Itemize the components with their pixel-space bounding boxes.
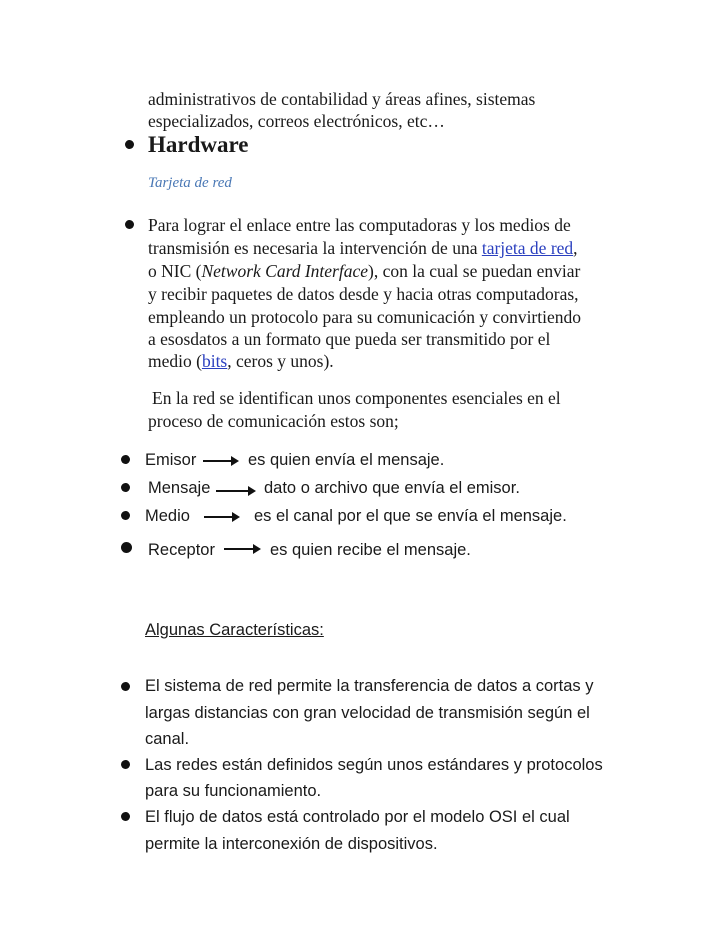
subheading-tarjeta-de-red: Tarjeta de red bbox=[148, 175, 232, 191]
component-term-receptor: Receptor bbox=[148, 541, 215, 559]
bullet-icon bbox=[121, 455, 130, 464]
bullet-icon bbox=[121, 812, 130, 821]
hardware-heading: Hardware bbox=[148, 132, 249, 157]
para1-line-2 bbox=[148, 237, 578, 259]
bullet-icon bbox=[121, 682, 130, 691]
para1-line-3 bbox=[148, 260, 580, 282]
characteristic-2-line-2: para su funcionamiento. bbox=[145, 782, 322, 800]
component-desc-receptor: es quien recibe el mensaje. bbox=[270, 541, 471, 559]
para1-line-7 bbox=[148, 350, 334, 372]
para1-text: ), con la cual se puedan enviar bbox=[368, 261, 581, 281]
characteristic-2-line-1: Las redes están definidos según unos estándares y protocolos bbox=[145, 756, 603, 774]
intro-line-1: administrativos de contabilidad y áreas afines, sistemas bbox=[148, 89, 536, 109]
characteristic-1-line-2: largas distancias con gran velocidad de transmisión según el bbox=[145, 704, 590, 722]
component-term-emisor: Emisor bbox=[145, 451, 197, 469]
characteristic-3-line-2: permite la interconexión de dispositivos. bbox=[145, 835, 438, 853]
bullet-icon bbox=[125, 220, 134, 229]
para1-line-5: empleando un protocolo para su comunicación y convirtiendo bbox=[148, 307, 581, 327]
arrow-right-icon bbox=[203, 460, 237, 462]
bullet-icon bbox=[121, 542, 132, 553]
bullet-icon bbox=[121, 511, 130, 520]
bullet-icon bbox=[125, 140, 134, 149]
intro-line-2: especializados, correos electrónicos, etc… bbox=[148, 111, 445, 131]
para1-line-4: y recibir paquetes de datos desde y hacia otras computadoras, bbox=[148, 284, 579, 304]
characteristic-1-line-3: canal. bbox=[145, 730, 190, 748]
para1-text: medio ( bbox=[148, 351, 202, 371]
para2-line-2: proceso de comunicación estos son; bbox=[148, 411, 399, 431]
para1-text: transmisión es necesaria la intervención de una bbox=[148, 238, 482, 258]
component-desc-mensaje: dato o archivo que envía el emisor. bbox=[264, 479, 520, 497]
characteristics-heading: Algunas Características: bbox=[145, 621, 324, 639]
characteristic-3-line-1: El flujo de datos está controlado por el modelo OSI el cual bbox=[145, 808, 570, 826]
para2-line-1: En la red se identifican unos componentes esenciales en el bbox=[152, 388, 561, 408]
arrow-right-icon bbox=[216, 490, 254, 492]
para1-line-1: Para lograr el enlace entre las computadoras y los medios de bbox=[148, 215, 571, 235]
component-desc-emisor: es quien envía el mensaje. bbox=[248, 451, 445, 469]
para1-line-6: a esosdatos a un formato que pueda ser transmitido por el bbox=[148, 329, 551, 349]
bullet-icon bbox=[121, 760, 130, 769]
arrow-right-icon bbox=[204, 516, 238, 518]
link-bits[interactable]: bits bbox=[201, 351, 228, 371]
arrow-right-icon bbox=[224, 548, 259, 550]
characteristic-1-line-1: El sistema de red permite la transferencia de datos a cortas y bbox=[145, 677, 594, 695]
bullet-icon bbox=[121, 483, 130, 492]
component-term-mensaje: Mensaje bbox=[148, 479, 211, 497]
component-term-medio: Medio bbox=[145, 507, 190, 525]
component-desc-medio: es el canal por el que se envía el mensaje. bbox=[254, 507, 567, 525]
para1-text: , bbox=[573, 238, 578, 258]
link-tarjeta-de-red[interactable]: tarjeta de red bbox=[481, 238, 574, 258]
para1-text: , ceros y unos). bbox=[227, 351, 334, 371]
network-card-interface-text: Network Card Interface bbox=[201, 261, 369, 281]
para1-text: o NIC ( bbox=[148, 261, 202, 281]
